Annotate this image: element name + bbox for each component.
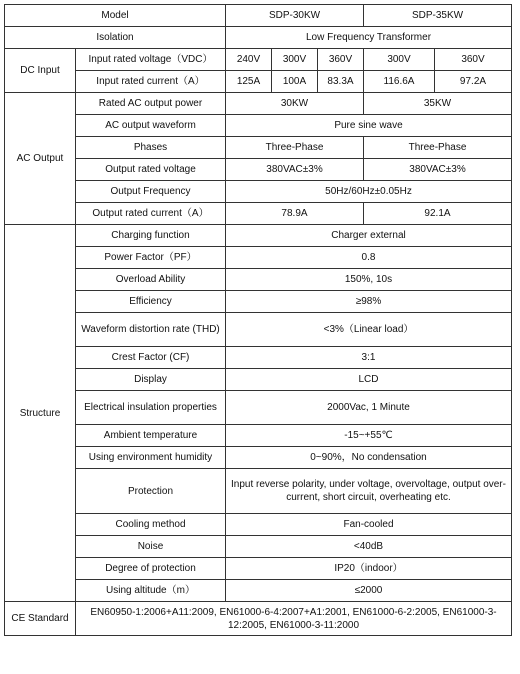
ac-power-a: 30KW: [226, 93, 364, 115]
ac-output-group: AC Output: [5, 93, 76, 225]
structure-group: Structure: [5, 225, 76, 602]
structure-row: [5, 291, 512, 313]
dc-voltage-cell: 360V: [318, 49, 364, 71]
structure-value: IP20（indoor）: [226, 558, 512, 580]
structure-value: LCD: [226, 369, 512, 391]
dc-voltage-cell: 300V: [272, 49, 318, 71]
dc-current-cell: 97.2A: [435, 71, 512, 93]
dc-current-row: [5, 71, 512, 93]
dc-current-label: Input rated current（A）: [76, 71, 226, 93]
structure-label: Power Factor（PF）: [76, 247, 226, 269]
ac-phases-row: [5, 137, 512, 159]
structure-value: <40dB: [226, 536, 512, 558]
ce-standard-label: CE Standard: [5, 602, 76, 636]
ac-frequency-row: [5, 181, 512, 203]
ac-waveform-row: [5, 115, 512, 137]
structure-value: ≤2000: [226, 580, 512, 602]
ac-current-a: 78.9A: [226, 203, 364, 225]
dc-current-cell: 83.3A: [318, 71, 364, 93]
ac-voltage-b: 380VAC±3%: [364, 159, 512, 181]
dc-input-group: DC Input: [5, 49, 76, 93]
structure-value: <3%（Linear load）: [226, 313, 512, 347]
dc-current-cell: 125A: [226, 71, 272, 93]
structure-label: Waveform distortion rate (THD): [76, 313, 226, 347]
structure-label: Cooling method: [76, 514, 226, 536]
ac-phases-a: Three-Phase: [226, 137, 364, 159]
structure-row: [5, 225, 512, 247]
ac-phases-b: Three-Phase: [364, 137, 512, 159]
ac-voltage-row: [5, 159, 512, 181]
dc-voltage-cell: 360V: [435, 49, 512, 71]
structure-value: 150%, 10s: [226, 269, 512, 291]
ac-voltage-label: Output rated voltage: [76, 159, 226, 181]
structure-label: Using environment humidity: [76, 447, 226, 469]
structure-row: [5, 269, 512, 291]
ac-current-b: 92.1A: [364, 203, 512, 225]
isolation-row: [5, 27, 512, 49]
ac-current-label: Output rated current（A）: [76, 203, 226, 225]
structure-label: Degree of protection: [76, 558, 226, 580]
dc-voltage-cell: 300V: [364, 49, 435, 71]
structure-value: 3:1: [226, 347, 512, 369]
structure-value: Charger external: [226, 225, 512, 247]
structure-value: Fan-cooled: [226, 514, 512, 536]
dc-voltage-row: [5, 49, 512, 71]
structure-label: Display: [76, 369, 226, 391]
structure-row: [5, 369, 512, 391]
structure-row: [5, 247, 512, 269]
ac-frequency-label: Output Frequency: [76, 181, 226, 203]
structure-value: 0.8: [226, 247, 512, 269]
model-row: [5, 5, 512, 27]
structure-label: Charging function: [76, 225, 226, 247]
ac-voltage-a: 380VAC±3%: [226, 159, 364, 181]
dc-current-cell: 100A: [272, 71, 318, 93]
structure-value: -15~+55℃: [226, 425, 512, 447]
model-sdp35: SDP-35KW: [364, 5, 512, 27]
ac-power-label: Rated AC output power: [76, 93, 226, 115]
structure-row: [5, 558, 512, 580]
spec-table: [4, 4, 512, 636]
structure-value: 2000Vac, 1 Minute: [226, 391, 512, 425]
dc-voltage-label: Input rated voltage（VDC）: [76, 49, 226, 71]
structure-row: [5, 536, 512, 558]
structure-row: [5, 447, 512, 469]
structure-label: Protection: [76, 469, 226, 514]
ac-frequency-value: 50Hz/60Hz±0.05Hz: [226, 181, 512, 203]
model-label: Model: [5, 5, 226, 27]
structure-label: Crest Factor (CF): [76, 347, 226, 369]
structure-label: Using altitude（m）: [76, 580, 226, 602]
model-sdp30: SDP-30KW: [226, 5, 364, 27]
structure-value: 0~90%，No condensation: [226, 447, 512, 469]
ac-power-b: 35KW: [364, 93, 512, 115]
structure-value: ≥98%: [226, 291, 512, 313]
ce-standard-row: [5, 602, 512, 636]
ac-power-row: [5, 93, 512, 115]
structure-label: Efficiency: [76, 291, 226, 313]
structure-row: [5, 469, 512, 514]
ac-waveform-value: Pure sine wave: [226, 115, 512, 137]
structure-row: [5, 391, 512, 425]
ce-standard-value: EN60950-1:2006+A11:2009, EN61000-6-4:2007+A1:2001, EN61000-6-2:2005, EN61000-3-12:2005, EN61000-3-11:2000: [76, 602, 512, 636]
dc-current-cell: 116.6A: [364, 71, 435, 93]
ac-waveform-label: AC output waveform: [76, 115, 226, 137]
structure-label: Ambient temperature: [76, 425, 226, 447]
ac-phases-label: Phases: [76, 137, 226, 159]
structure-row: [5, 425, 512, 447]
structure-label: Electrical insulation properties: [76, 391, 226, 425]
structure-row: [5, 347, 512, 369]
structure-row: [5, 580, 512, 602]
structure-row: [5, 514, 512, 536]
structure-row: [5, 313, 512, 347]
ac-current-row: [5, 203, 512, 225]
isolation-label: Isolation: [5, 27, 226, 49]
isolation-value: Low Frequency Transformer: [226, 27, 512, 49]
structure-label: Overload Ability: [76, 269, 226, 291]
structure-value: Input reverse polarity, under voltage, overvoltage, output over-current, short circuit, overheating etc.: [226, 469, 512, 514]
dc-voltage-cell: 240V: [226, 49, 272, 71]
structure-label: Noise: [76, 536, 226, 558]
